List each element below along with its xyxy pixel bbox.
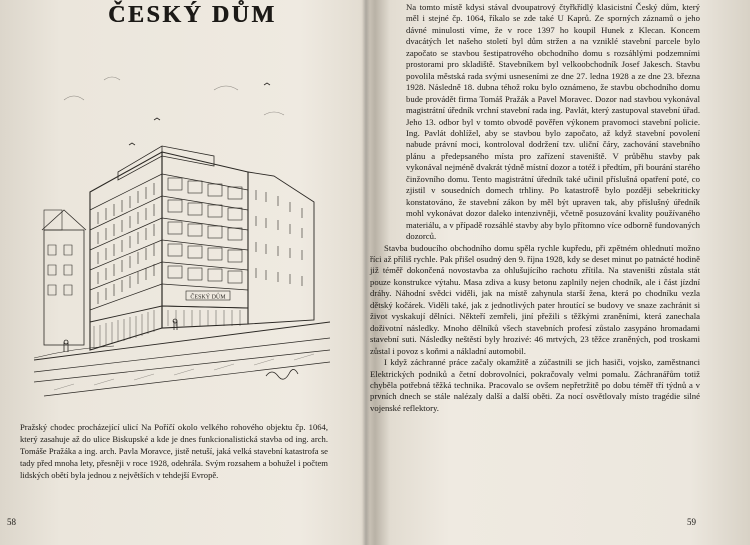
left-page bbox=[0, 0, 365, 545]
paragraph-3: I když záchranné práce začaly okamžitě a zúčastnili se jich hasiči, vojsko, zaměstnanci Elektrických podniků a četní dobrovolníci, pokračovaly velmi pomalu. Záchranářům totiž chyběla potřebná těžká technika. Pracovalo se ovšem nepřetržitě po dobu téměř tří týdnů a v prvních dnech se stále nalézaly další a další oběti. Za nocí osvětlovaly místo tragédie silné vojenské reflektory. bbox=[370, 357, 700, 413]
body-text bbox=[370, 2, 700, 414]
paragraph-1: Na tomto místě kdysi stával dvoupatrový čtyřkřídlý klasicistní Český dům, který měl i stejné čp. 1064, říkalo se zde také U Kaprů. Ze sporných záznamů o jeho dávné minulosti víme, že v roce 1397 ho koupil Hunek z Klecan. Koncem dvacátých let našeho století byl dům stržen a na vzniklé stavební parcele bylo započato se stavbou šestipatrového obchodního domu s rozsáhlými podzemními prostorami pro skladiště. Stavebníkem byl velkoobchodník Josef Jakesch. Stavbu povolila městská rada svými usneseními ze dne 27. ledna 1928 a ze dne 23. března 1928. Následně 18. dubna téhož roku bylo oznámeno, že stavbu obchodního domu bude provádět firma Tomáš Pražák a Pavel Moravec. Dozor nad stavbou vykonával magistrátní úředník vrchní stavební rada ing. Pavlát, který zastupoval stavební úřad. Jeho 13. odbor byl v tomto obvodě pověřen výkonem pravomoci stavební policie. Ing. Pavlát dohlížel, aby se stavbou bylo započato, až když stavební povolení nabude právní moci, kontroloval dodržení tzv. uliční čáry, zachování stavebního plánu a předepsaného místa pro zařízení staveniště. V průběhu stavby pak vykonával nejméně dvakrát týdně místní dozor a totéž i předtím, při bourání starého činžovního domu. Tento magistrátní úředník také učinil příslušná opatření poté, co zjistil v sousedních domech trhliny. Po katastrofě bylo později sebekriticky konstatováno, že stavební zákon by měl být upraven tak, aby příslušný úředník mohl vykonávat dozor daleko intenzivněji, včetně posuzování kvality používaného materiálu, a v případě rozsáhlé stavby aby bylo přítomno více odborně fundovaných dozorců. bbox=[406, 2, 700, 242]
building-illustration bbox=[34, 60, 330, 400]
building-sign: ČESKÝ DŮM bbox=[190, 294, 226, 301]
page-number-left: 58 bbox=[7, 517, 16, 527]
illustration-caption bbox=[20, 421, 328, 481]
caption-text: Pražský chodec procházející ulicí Na Poříčí okolo velkého rohového objektu čp. 1064, který zasahuje až do ulice Biskupské a kde je dnes funkcionalistická stavba od ing. arch. Tomáše Pražáka a ing. arch. Pavla Moravce, jistě netuší, jaká velká stavební katastrofa se tady před mnoha lety, přesněji v roce 1928, odehrála. Svým rozsahem a bohužel i počtem lidských obětí byla jednou z největších v tehdejší Evropě. bbox=[20, 422, 328, 481]
building-sketch bbox=[34, 60, 330, 400]
chapter-title: ČESKÝ DŮM bbox=[108, 2, 277, 28]
right-page bbox=[370, 0, 750, 545]
paragraph-2: Stavba budoucího obchodního domu spěla rychle kupředu, při zpětném ohlednutí možno říci až příliš rychle. Pak přišel osudný den 9. října 1928, kdy se deset minut po patnácté hodině již téměř dokončená novostavba za ohlušujícího rachotu zřítila. Na staveništi zůstala stát pouze konstrukce výtahu. Masa zdiva a kusy betonu zaplnily nejen chodník, ale i část jízdní dráhy. Náhodní svědci viděli, jak na místě zahynula starší žena, která po chodníku vezla dětský kočárek. Viděli také, jak z jednotlivých pater hroutící se budovy ve snaze zachránit si život vyskakují dělníci. Někteří zemřeli, jiní přežili s těžkými zraněními, která zanechala doživotní následky. Mnoho dělníků všech stavebních profesí zůstalo zasypáno hromadami stavební suti. Následky neštěstí byly hrozivé: 46 mrtvých, 23 těžce zraněných, pod troskami zůstal i povoz s koňmi a nákladní automobil. bbox=[370, 242, 700, 356]
page-number-right: 59 bbox=[687, 517, 696, 527]
